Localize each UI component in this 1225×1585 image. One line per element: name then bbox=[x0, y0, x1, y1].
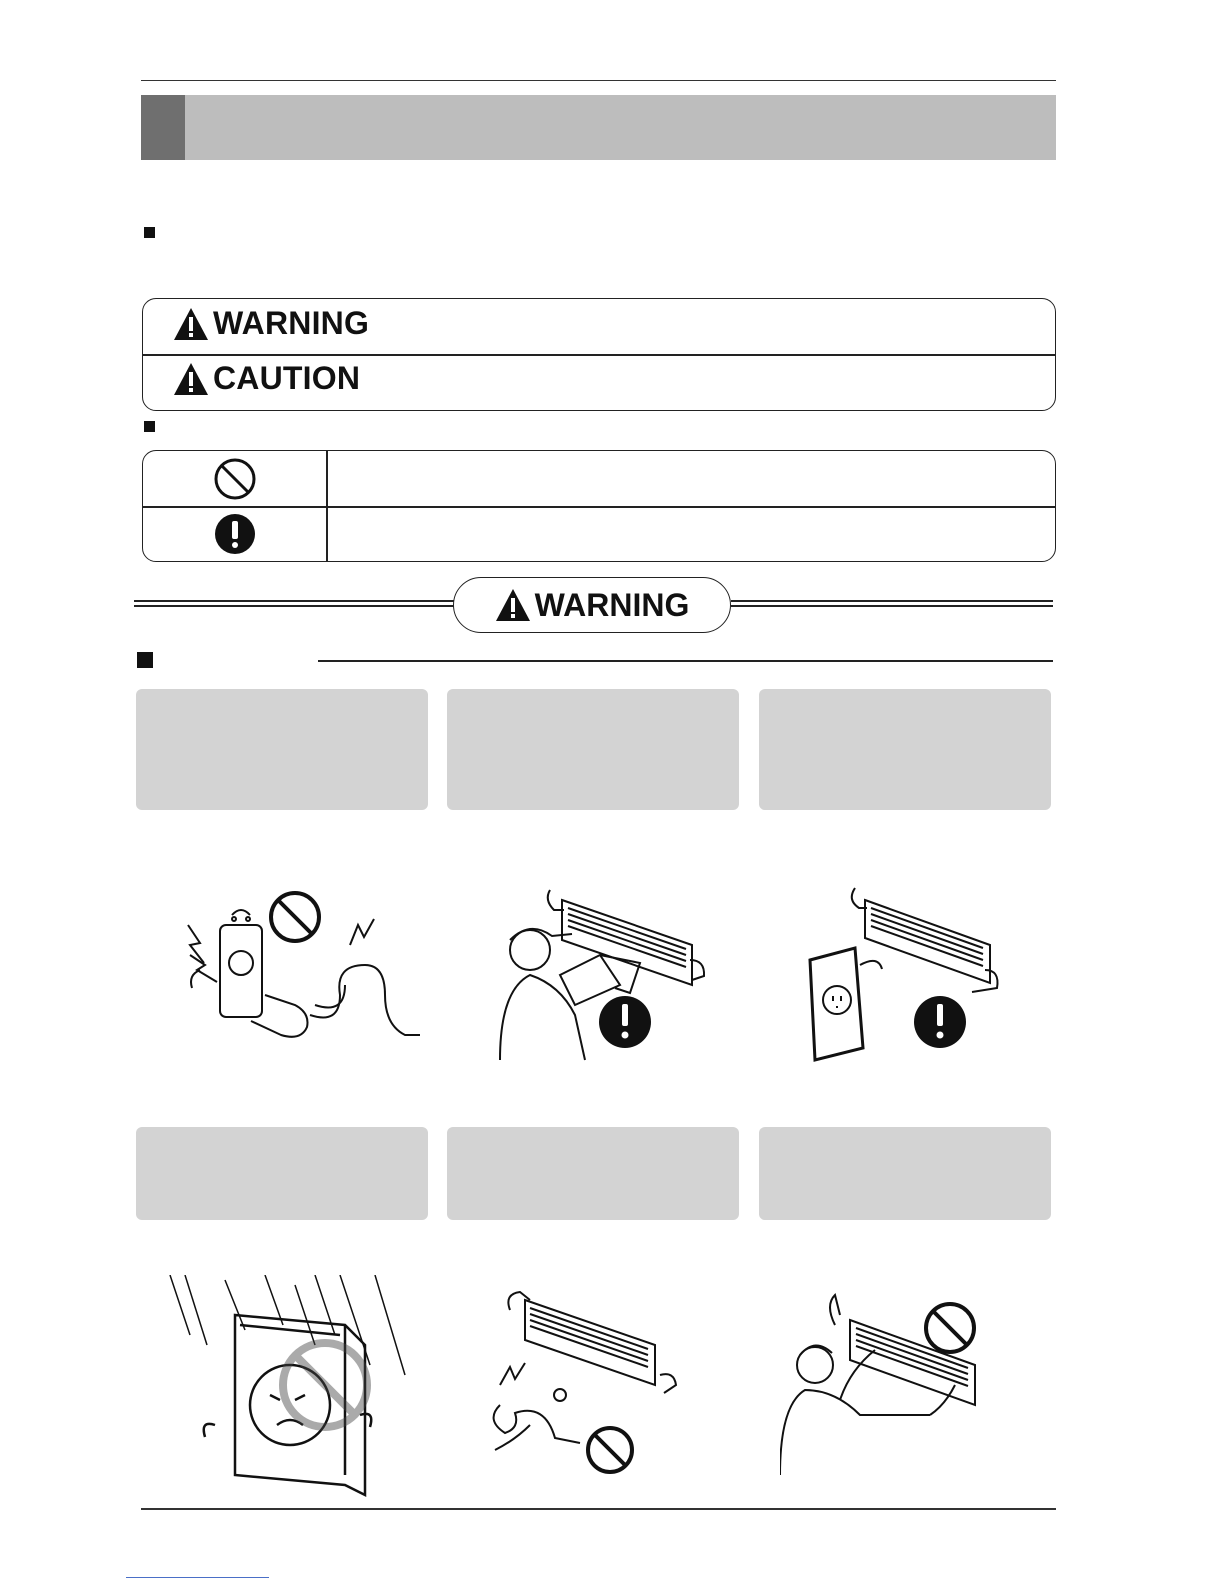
caution-label: CAUTION bbox=[213, 360, 361, 396]
prohibit-icon bbox=[213, 457, 257, 501]
banner-rule-right bbox=[731, 600, 1053, 607]
warning-card-5 bbox=[447, 1127, 739, 1220]
dedicated-outlet-illustration bbox=[805, 880, 1005, 1065]
warning-card-4 bbox=[136, 1127, 428, 1220]
exclamation-icon bbox=[599, 996, 651, 1048]
symbols-hdivider bbox=[143, 506, 1055, 508]
section-title-band bbox=[141, 95, 1056, 160]
notice-divider bbox=[143, 354, 1055, 356]
warning-card-6 bbox=[759, 1127, 1051, 1220]
prohibit-icon bbox=[271, 893, 319, 941]
installer-manual-illustration bbox=[490, 880, 710, 1065]
banner-rule-left bbox=[134, 600, 456, 607]
damaged-cord-illustration bbox=[480, 1280, 705, 1475]
warning-banner bbox=[453, 577, 731, 633]
warning-card-3 bbox=[759, 689, 1051, 810]
symbols-legend-box bbox=[142, 450, 1056, 562]
exclamation-icon bbox=[213, 512, 257, 556]
bullet-square bbox=[144, 227, 155, 238]
bullet-square bbox=[144, 421, 155, 432]
warning-card-2 bbox=[447, 689, 739, 810]
warning-label: WARNING bbox=[213, 305, 370, 341]
subsection-rule bbox=[318, 660, 1053, 662]
prohibit-icon bbox=[283, 1343, 367, 1427]
bullet-square bbox=[137, 652, 153, 668]
top-rule bbox=[141, 80, 1056, 81]
footer-link-underline bbox=[126, 1577, 269, 1578]
prohibit-icon bbox=[588, 1428, 632, 1472]
lifting-unit-illustration bbox=[780, 1290, 1000, 1485]
warning-triangle-icon bbox=[495, 588, 531, 622]
warning-triangle-icon bbox=[173, 307, 209, 341]
warning-card-1 bbox=[136, 689, 428, 810]
bottom-rule bbox=[141, 1508, 1056, 1510]
warning-banner-label: WARNING bbox=[534, 586, 690, 623]
notice-level-box bbox=[142, 298, 1056, 411]
prohibit-icon bbox=[926, 1304, 974, 1352]
section-title-tab bbox=[141, 95, 185, 160]
warning-triangle-icon bbox=[173, 362, 209, 396]
symbols-vdivider bbox=[326, 451, 328, 561]
warning-level-row bbox=[173, 305, 369, 342]
outdoor-unit-rain-illustration bbox=[165, 1275, 425, 1510]
outlet-plug-illustration bbox=[160, 885, 420, 1065]
exclamation-icon bbox=[914, 996, 966, 1048]
caution-level-row bbox=[173, 360, 360, 397]
